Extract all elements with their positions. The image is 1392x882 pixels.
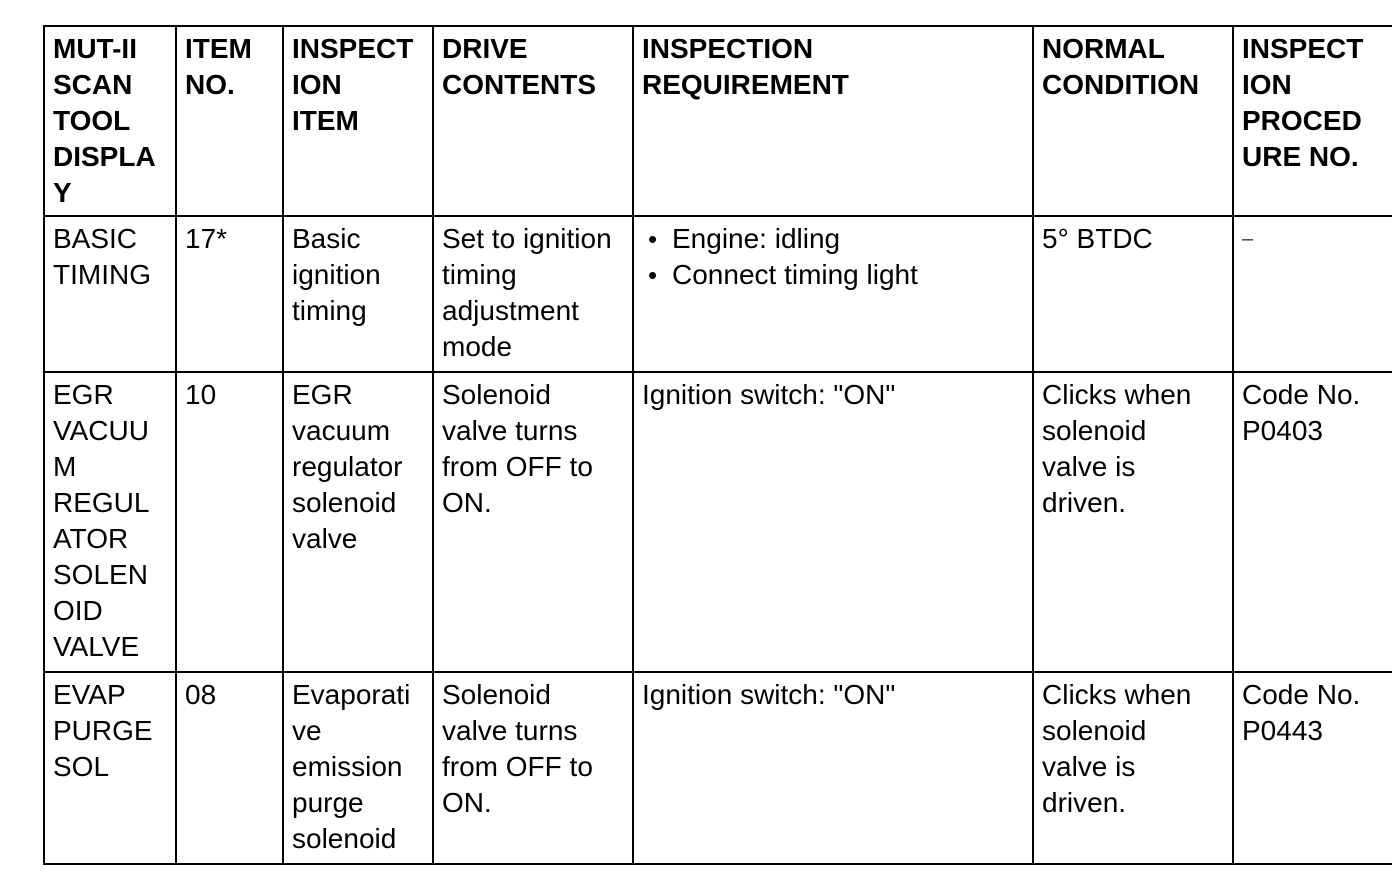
header-normal-condition: NORMAL CONDITION	[1033, 26, 1233, 216]
cell-procedure-no: Code No. P0443	[1233, 672, 1392, 864]
table-row	[44, 216, 1392, 372]
cell-normal-condition: Clicks when solenoid valve is driven.	[1033, 372, 1233, 672]
cell-inspection-requirement: Ignition switch: "ON"	[633, 672, 1033, 864]
cell-drive-contents: Set to ignition timing adjustment mode	[433, 216, 633, 372]
cell-inspection-requirement: Ignition switch: "ON"	[633, 372, 1033, 672]
cell-item-no: 10	[176, 372, 283, 672]
cell-normal-condition: 5° BTDC	[1033, 216, 1233, 372]
cell-inspection-item: Evaporati ve emission purge solenoid	[283, 672, 433, 864]
header-item-no: ITEM NO.	[176, 26, 283, 216]
cell-procedure-no: Code No. P0403	[1233, 372, 1392, 672]
cell-display: EVAP PURGE SOL	[44, 672, 176, 864]
table-row	[44, 672, 1392, 864]
cell-drive-contents: Solenoid valve turns from OFF to ON.	[433, 672, 633, 864]
cell-item-no: 08	[176, 672, 283, 864]
bullet-item: • Engine: idling	[672, 221, 1024, 257]
header-inspection-requirement: INSPECTION REQUIREMENT	[633, 26, 1033, 216]
cell-display: EGR VACUU M REGUL ATOR SOLEN OID VALVE	[44, 372, 176, 672]
table-row	[44, 372, 1392, 672]
bullet-item: • Connect timing light	[672, 257, 1024, 293]
cell-inspection-requirement	[633, 216, 1033, 372]
table-header-row	[44, 26, 1392, 216]
header-inspection-item: INSPECT ION ITEM	[283, 26, 433, 216]
cell-normal-condition: Clicks when solenoid valve is driven.	[1033, 672, 1233, 864]
header-scan-tool-display: MUT-II SCAN TOOL DISPLA Y	[44, 26, 176, 216]
header-drive-contents: DRIVE CONTENTS	[433, 26, 633, 216]
cell-item-no: 17*	[176, 216, 283, 372]
cell-procedure-no: –	[1233, 216, 1392, 372]
cell-drive-contents: Solenoid valve turns from OFF to ON.	[433, 372, 633, 672]
cell-display: BASIC TIMING	[44, 216, 176, 372]
actuator-test-table	[43, 25, 1392, 865]
cell-inspection-item: EGR vacuum regulator solenoid valve	[283, 372, 433, 672]
header-inspection-procedure-no: INSPECT ION PROCED URE NO.	[1233, 26, 1392, 216]
requirement-bullet-list	[642, 221, 1024, 293]
cell-inspection-item: Basic ignition timing	[283, 216, 433, 372]
